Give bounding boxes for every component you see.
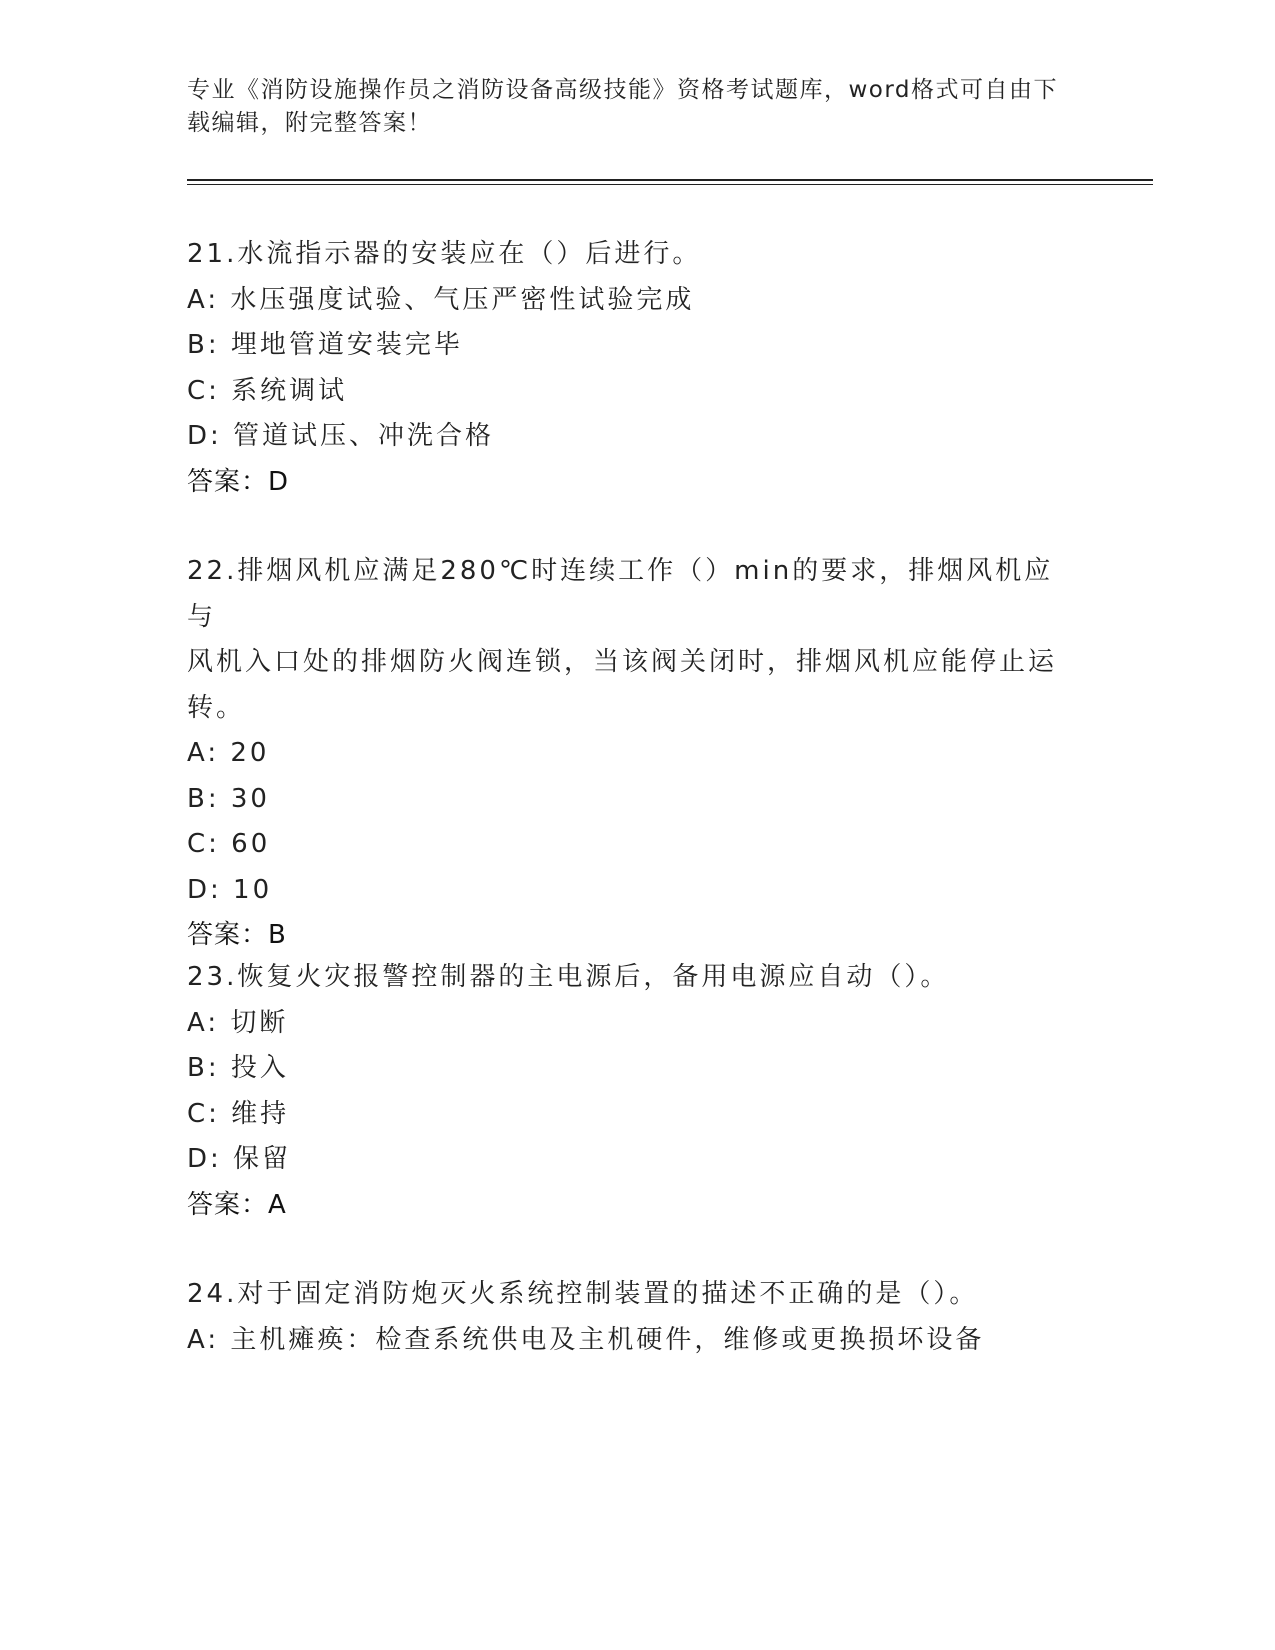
option-d: D: 管道试压、冲洗合格	[187, 421, 495, 451]
option-b: B: 投入	[187, 1053, 289, 1083]
question-23	[187, 955, 1067, 1228]
option-c: C: 维持	[187, 1098, 290, 1129]
option-a: A: 20	[187, 738, 270, 768]
option-c: C: 60	[187, 829, 271, 859]
question-22	[187, 549, 1067, 959]
question-stem: 21.水流指示器的安装应在（）后进行。	[187, 239, 702, 269]
header-divider-thin	[187, 184, 1153, 185]
option-d: D: 10	[187, 874, 273, 905]
question-21	[187, 232, 1067, 505]
option-a: A: 主机瘫痪：检查系统供电及主机硬件，维修或更换损坏设备	[187, 1324, 985, 1355]
header-divider-thick	[187, 179, 1153, 181]
question-stem: 23.恢复火灾报警控制器的主电源后，备用电源应自动（）。	[187, 962, 950, 992]
option-b: B: 30	[187, 783, 270, 814]
answer-line: 答案：D	[187, 466, 290, 497]
option-c: C: 系统调试	[187, 375, 348, 406]
option-b: B: 埋地管道安装完毕	[187, 330, 463, 360]
question-stem-line-1: 22.排烟风机应满足280℃时连续工作（）min的要求，排烟风机应与	[187, 556, 1054, 632]
option-a: A: 水压强度试验、气压严密性试验完成	[187, 284, 695, 315]
answer-line: 答案：B	[187, 920, 287, 950]
document-header	[187, 74, 1067, 140]
question-stem-line-2: 风机入口处的排烟防火阀连锁，当该阀关闭时，排烟风机应能停止运	[187, 647, 1058, 677]
option-a: A: 切断	[187, 1007, 289, 1038]
answer-line: 答案：A	[187, 1189, 287, 1220]
question-stem: 24.对于固定消防炮灭火系统控制装置的描述不正确的是（）。	[187, 1279, 979, 1309]
header-line-2: 载编辑，附完整答案！	[187, 110, 432, 136]
question-stem-line-3: 转。	[187, 692, 246, 723]
question-24	[187, 1272, 1067, 1363]
option-d: D: 保留	[187, 1144, 292, 1174]
header-line-1: 专业《消防设施操作员之消防设备高级技能》资格考试题库，word格式可自由下	[187, 77, 1059, 103]
